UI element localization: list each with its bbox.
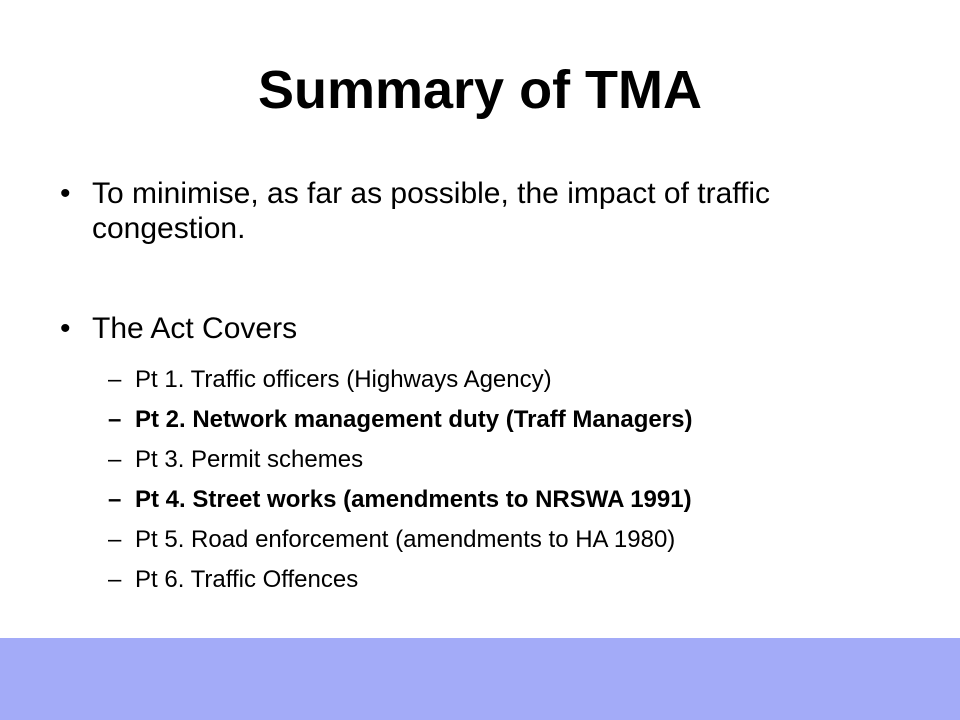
sub-bullet-marker: –: [108, 486, 122, 513]
sub-bullet-item: [108, 482, 938, 522]
sub-bullet-item: [108, 362, 938, 402]
slide-title: Summary of TMA: [257, 60, 703, 120]
bullet-text: The Act Covers: [92, 312, 298, 345]
sub-bullet-text: Pt 5. Road enforcement (amendments to HA 1980): [135, 526, 676, 553]
sub-bullet-marker: –: [108, 526, 122, 553]
sub-bullet-marker: –: [108, 446, 122, 473]
bullet-text: To minimise, as far as possible, the impact of traffic congestion.: [92, 177, 771, 245]
sub-bullet-item: [108, 442, 938, 482]
sub-bullet-text: Pt 3. Permit schemes: [135, 446, 364, 473]
sub-bullet-item: [108, 522, 938, 562]
sub-bullet-text: Pt 6. Traffic Offences: [135, 566, 359, 593]
bullet-marker: •: [60, 177, 71, 210]
sub-bullet-marker: –: [108, 366, 122, 393]
sub-bullet-text: Pt 2. Network management duty (Traff Managers): [135, 406, 693, 433]
sub-bullet-item: [108, 402, 938, 442]
bullet-item-act-covers: [60, 311, 920, 346]
act-parts-list: [108, 362, 938, 602]
bullet-marker: •: [60, 312, 71, 345]
bullet-item-objective: [60, 176, 920, 246]
sub-bullet-marker: –: [108, 566, 122, 593]
sub-bullet-item: [108, 562, 938, 602]
sub-bullet-text: Pt 1. Traffic officers (Highways Agency): [135, 366, 552, 393]
sub-bullet-text: Pt 4. Street works (amendments to NRSWA 1991): [135, 486, 692, 513]
sub-bullet-marker: –: [108, 406, 122, 433]
footer-bar: [0, 638, 960, 720]
